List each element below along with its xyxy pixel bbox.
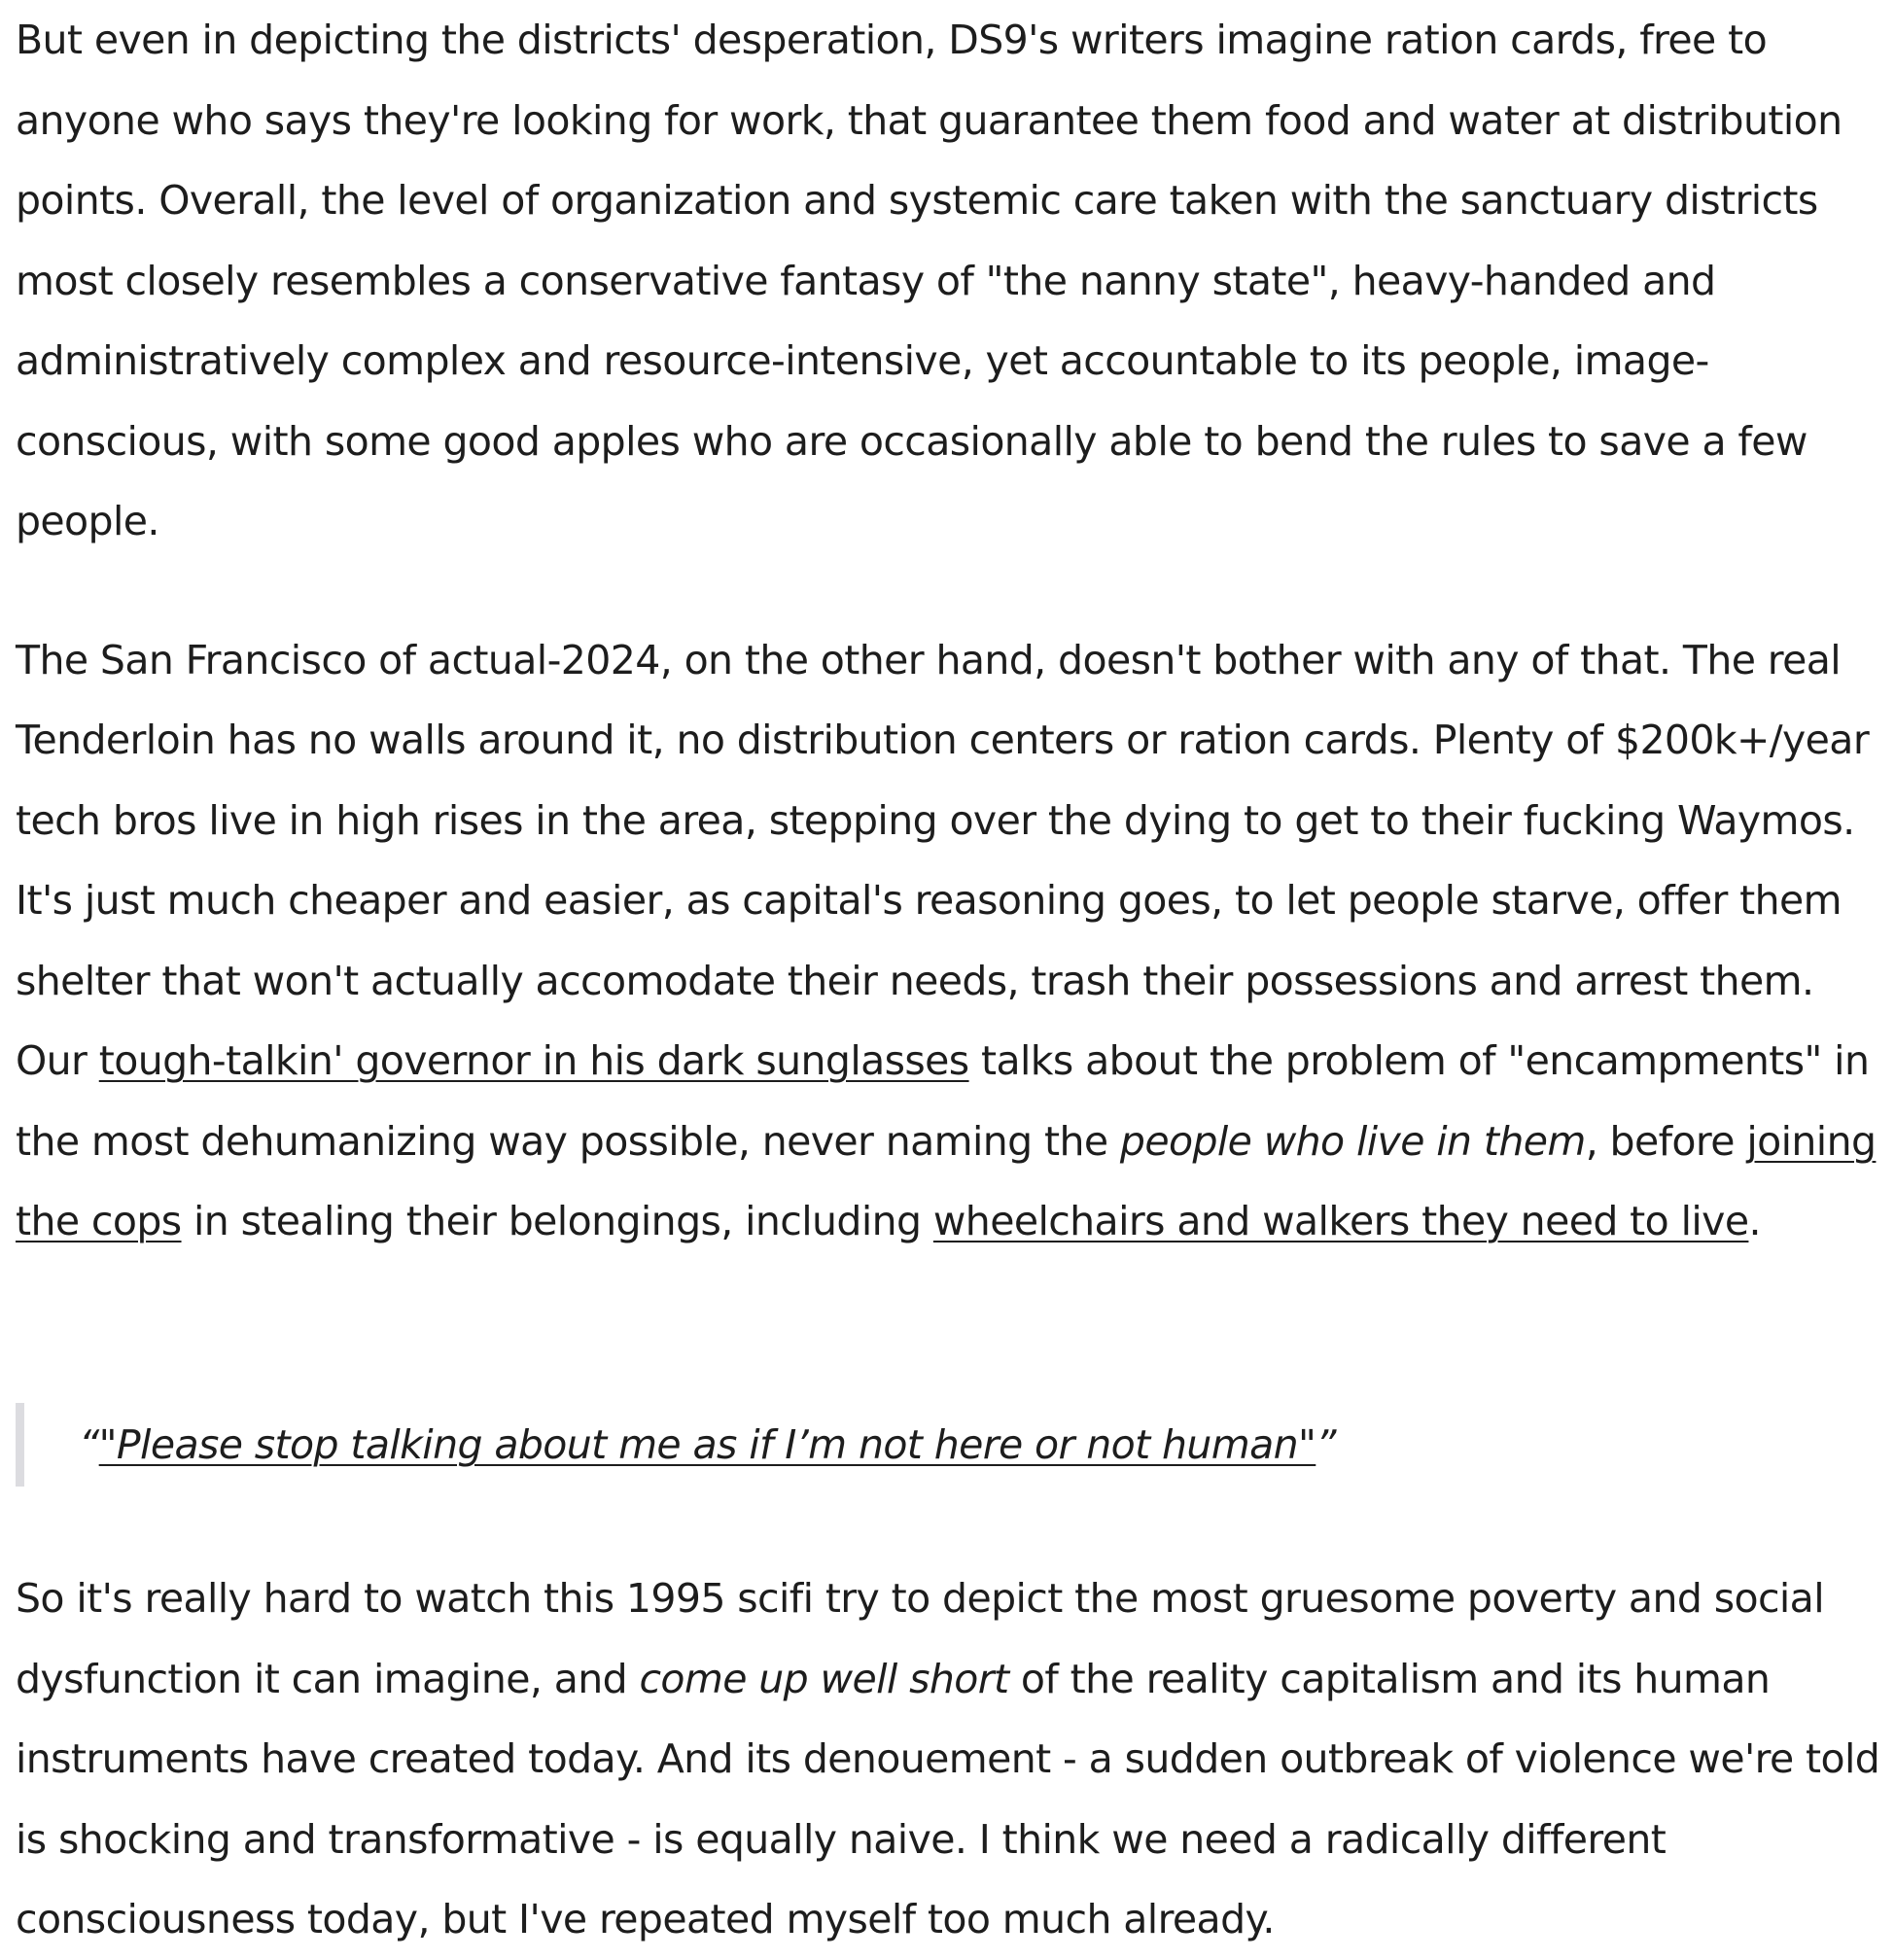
emphasis-text: come up well short xyxy=(639,1655,1009,1702)
paragraph-text: . xyxy=(1748,1198,1761,1244)
paragraph-1995-scifi xyxy=(16,1558,1882,1960)
paragraph-ration-cards xyxy=(16,0,1882,562)
paragraph-text: , before xyxy=(1585,1117,1747,1165)
quote-close-mark: ” xyxy=(1316,1421,1336,1468)
paragraph-text: of the reality capitalism and its human instruments have created today. And its denouement - a sudden outbreak of violence we're told is shocking and transformative - is equally naive. I think we need a radically different consciousness today, but I've repeated myself too much already. xyxy=(16,1655,1880,1942)
quote-open-mark: “ xyxy=(79,1421,99,1468)
quote-link[interactable]: "Please stop talking about me as if I’m not here or not human" xyxy=(98,1421,1316,1468)
paragraph-san-francisco xyxy=(16,620,1882,1262)
joining-cops-link[interactable]: joining the cops xyxy=(16,1117,1877,1244)
article-body xyxy=(16,0,1882,1262)
paragraph-text: The San Francisco of actual-2024, on the other hand, doesn't bother with any of that. The real Tenderloin has no walls around it, no distribution centers or ration cards. Plenty of $200k+/year tech bros live in high rises in the area, stepping over the dying to get to their fucking Waymos. It's just much cheaper and easier, as capital's reasoning goes, to let people starve, offer them shelter that won't actually accomodate their needs, trash their possessions and arrest them. Our xyxy=(16,636,1870,1084)
paragraph-text: So it's really hard to watch this 1995 scifi try to depict the most gruesome poverty and social dysfunction it can imagine, and xyxy=(16,1575,1824,1702)
article-body-continued xyxy=(16,1558,1882,1960)
governor-link[interactable]: tough-talkin' governor in his dark sunglasses xyxy=(98,1037,969,1084)
paragraph-text: talks about the problem of "encampments" in the most dehumanizing way possible, never naming the xyxy=(16,1037,1870,1165)
wheelchairs-link[interactable]: wheelchairs and walkers they need to live xyxy=(932,1198,1749,1244)
emphasis-text: people who live in them xyxy=(1119,1117,1586,1165)
blockquote xyxy=(16,1403,1863,1487)
paragraph-text: But even in depicting the districts' desperation, DS9's writers imagine ration cards, free to anyone who says they're looking for work, that guarantee them food and water at distribution points. Overall, the level of organization and systemic care taken with the sanctuary districts most closely resembles a conservative fantasy of "the nanny state", heavy-handed and administratively complex and resource-intensive, yet accountable to its people, image-conscious, with some good apples who are occasionally able to bend the rules to save a few people. xyxy=(16,17,1842,544)
paragraph-text: in stealing their belongings, including xyxy=(181,1198,933,1244)
